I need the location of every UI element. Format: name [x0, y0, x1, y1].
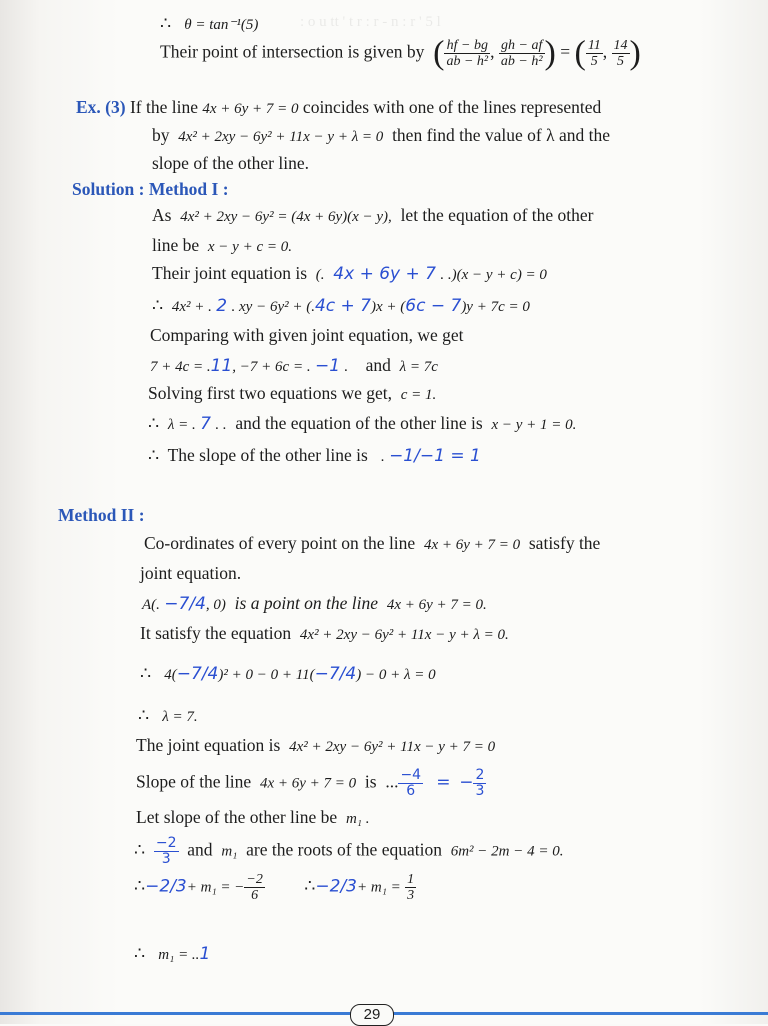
fraction: $\frac{1}{3}$ [407, 872, 415, 903]
text: coincides with one of the lines represented [302, 97, 602, 117]
therefore-symbol: ∴ [138, 705, 150, 725]
math-expression: 4x + 6y + 7 = 0. [386, 597, 487, 613]
math-expression: m₁ = .. [158, 947, 200, 963]
equals: = [560, 41, 571, 62]
example-label: Ex. (3) [76, 97, 126, 117]
text: slope of the other line. [152, 153, 309, 173]
math-expression: (. [315, 267, 325, 283]
therefore-symbol: ∴ [148, 413, 160, 433]
method-2-line-6 [138, 704, 198, 728]
method-2-line-2 [140, 562, 241, 584]
math-expression: λ = 7c [399, 359, 438, 375]
handwritten-equals: = [436, 772, 451, 793]
text: by [152, 125, 170, 145]
math-expression: 6m² − 2m − 4 = 0. [450, 843, 564, 860]
math-expression: , 0) [205, 597, 226, 613]
method-2-line-3 [142, 592, 487, 616]
solution-line-6 [150, 354, 438, 378]
bleed-through-text: : o u tt ' t r : r - n : r ' 5 l [300, 14, 441, 30]
math-expression: λ = . [167, 417, 196, 433]
paren: ) [544, 34, 556, 72]
example-3-line-1 [76, 96, 601, 120]
method-2-line-8 [136, 768, 486, 799]
intersection-line: Their point of intersection is given by ( $\frac{hf - bg}{\text{ab − h²}}$ , $\frac{gh - af}{\text{ab − h²}}$ ) = ( $\frac{11}{5}$ , $\frac{14}{5}$ ) [160, 34, 641, 72]
handwritten-answer: −2/3 [145, 876, 187, 897]
solution-heading [72, 178, 229, 200]
math-expression: + m₁ = [357, 879, 401, 896]
handwritten-minus: − [459, 772, 474, 793]
handwritten-answer: 6c − 7 [405, 296, 462, 316]
paren: ) [629, 34, 641, 72]
math-expression: , −7 + 6c = . [232, 359, 311, 375]
math-expression: 4( [164, 667, 177, 683]
math-expression: + m₁ = − [186, 879, 245, 896]
handwritten-answer: −2/3 [315, 876, 357, 897]
therefore-symbol: ∴ [140, 663, 152, 683]
math-expression: 4x² + 2xy − 6y² + 11x − y + 7 = 0 [289, 739, 496, 755]
handwritten-answer: 4x + 6y + 7 [333, 264, 436, 284]
method-label: Method II : [58, 505, 145, 525]
math-expression: )² + 0 − 0 + 11( [218, 667, 315, 683]
math-expression: m₁ . [345, 811, 370, 827]
math-expression: 4x² + 2xy − 6y² + 11x − y + λ = 0. [299, 627, 509, 643]
therefore-symbol: ∴ [148, 445, 160, 465]
therefore-symbol: ∴ [160, 13, 172, 33]
handwritten-answer: −1 [314, 356, 341, 376]
text: then find the value of λ and the [392, 125, 610, 145]
text: satisfy the [528, 533, 601, 553]
math-expression: x − y + 1 = 0. [491, 417, 577, 433]
text: Let slope of the other line be [136, 807, 338, 827]
example-3-line-3 [152, 152, 309, 174]
math-expression: x − y + c = 0. [207, 239, 292, 255]
fraction: $\frac{hf - bg}{\text{ab − h²}}$ [446, 38, 489, 69]
colon: : [138, 179, 145, 199]
math-expression: 4x + 6y + 7 = 0 [202, 101, 299, 117]
therefore-symbol: ∴ [134, 943, 146, 963]
method-2-line-4 [140, 622, 509, 646]
method-2-line-9 [136, 806, 370, 830]
solution-line-2 [152, 234, 292, 258]
math-expression: . . [215, 417, 227, 433]
math-expression: 4x² + 2xy − 6y² = (4x + 6y)(x − y), [180, 209, 392, 225]
fraction: $\frac{14}{5}$ [613, 38, 628, 69]
math-expression: A(. [142, 597, 160, 613]
math-expression: m₁ [221, 843, 238, 860]
math-expression: . [380, 449, 385, 465]
page-number: 29 [350, 1004, 394, 1026]
example-3-line-2 [152, 124, 610, 148]
solution-line-3 [152, 262, 547, 286]
math-expression: 4x² + . [171, 299, 212, 315]
method-2-line-1 [144, 532, 600, 556]
handwritten-answer: −1/−1 = 1 [389, 446, 481, 466]
method-2-heading [58, 504, 145, 526]
math-expression: 4x² + 2xy − 6y² + 11x − y + λ = 0 [178, 129, 384, 145]
fraction: $\frac{11}{5}$ [587, 38, 601, 69]
solution-line-4 [152, 294, 530, 318]
math-expression: . [344, 359, 349, 375]
text: Solving first two equations we get, [148, 383, 393, 403]
method-2-line-5 [140, 662, 436, 686]
method-2-line-11 [134, 872, 416, 903]
text: line be [152, 235, 200, 255]
therefore-symbol: ∴ [304, 875, 316, 896]
therefore-symbol: ∴ [134, 875, 146, 896]
method-2-line-10 [134, 836, 564, 867]
text: The joint equation is [136, 735, 281, 755]
paren: ( [433, 34, 445, 72]
math-expression: θ = tan⁻¹(5) [184, 17, 259, 33]
text: As [152, 205, 172, 225]
math-expression: 4x + 6y + 7 = 0 [259, 775, 357, 792]
text: and [187, 839, 213, 860]
therefore-symbol: ∴ [152, 295, 164, 315]
handwritten-answer: −7/4 [164, 594, 206, 614]
text: and the equation of the other line is [235, 413, 483, 433]
handwritten-answer: 11 [210, 356, 233, 376]
dots: ... [385, 771, 399, 792]
handwritten-fraction: $\frac{-2}{3}$ [155, 835, 177, 867]
handwritten-fraction: $\frac{2}{3}$ [475, 767, 485, 799]
text: is a point on the line [234, 593, 379, 613]
text: are the roots of the equation [246, 839, 442, 860]
fraction: $\frac{gh - af}{\text{ab − h²}}$ [500, 38, 543, 69]
paren: ( [574, 34, 586, 72]
math-expression: . xy − 6y² + (. [231, 299, 315, 315]
text: It satisfy the equation [140, 623, 292, 643]
text: is [364, 771, 377, 792]
text: let the equation of the other [400, 205, 594, 225]
handwritten-fraction: $\frac{-4}{6}$ [400, 767, 422, 799]
math-expression: 4x + 6y + 7 = 0 [423, 537, 521, 553]
handwritten-answer: 2 [216, 296, 228, 316]
text: and [365, 355, 391, 375]
solution-line-8 [148, 412, 576, 436]
text: Their point of intersection is given by [160, 41, 425, 62]
solution-label: Solution [72, 179, 135, 199]
method-2-line-7 [136, 734, 495, 758]
method-2-line-12 [134, 942, 210, 966]
text: Comparing with given joint equation, we get [150, 325, 464, 345]
solution-line-9 [148, 444, 481, 468]
text: Slope of the line [136, 771, 252, 792]
handwritten-answer: 1 [199, 944, 211, 964]
method-label: Method I : [148, 179, 229, 199]
math-expression: ) − 0 + λ = 0 [356, 667, 436, 683]
solution-line-5 [150, 324, 464, 346]
text: If the line [129, 97, 198, 117]
handwritten-answer: 7 [200, 414, 211, 434]
math-expression: λ = 7. [162, 709, 198, 725]
handwritten-answer: 4c + 7 [314, 296, 371, 316]
math-expression: c = 1. [400, 387, 437, 403]
solution-line-7 [148, 382, 436, 406]
math-expression: . .)(x − y + c) = 0 [440, 267, 547, 283]
text: Co-ordinates of every point on the line [144, 533, 416, 553]
text: The slope of the other line is [167, 445, 368, 465]
therefore-symbol: ∴ [134, 839, 146, 860]
math-expression: 7 + 4c = . [150, 359, 211, 375]
theta-result [160, 12, 258, 36]
fraction: $\frac{-2}{6}$ [246, 872, 263, 903]
handwritten-answer: −7/4 [176, 664, 219, 684]
text: Their joint equation is [152, 263, 308, 283]
handwritten-answer: −7/4 [314, 664, 357, 684]
solution-line-1 [152, 204, 593, 228]
math-expression: )y + 7c = 0 [461, 299, 530, 315]
text: joint equation. [140, 563, 242, 583]
math-expression: )x + ( [371, 299, 406, 315]
